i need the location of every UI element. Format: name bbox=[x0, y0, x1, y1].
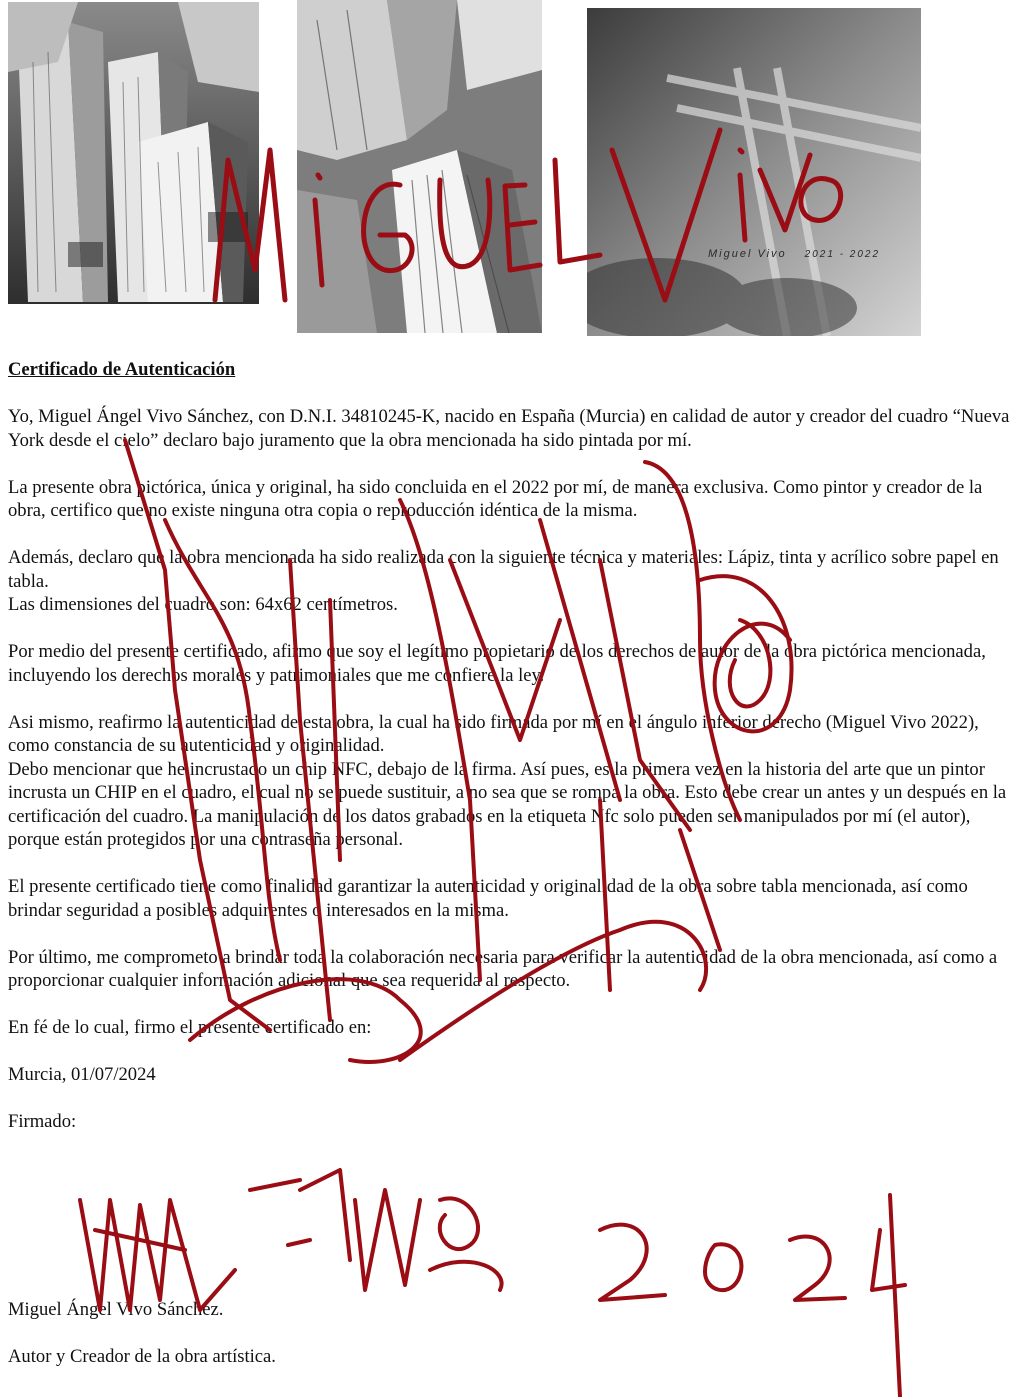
paragraph-dimensions: Las dimensiones del cuadro son: 64x62 centímetros. bbox=[8, 594, 398, 615]
paragraph-collaboration: Por último, me comprometo a brindar toda la colaboración necesaria para verificar la autenticidad de la obra mencionada, así como a proporcionar cualquier información adicional que sea requerida al respecto. bbox=[8, 946, 998, 991]
painting-signature: Miguel Vivo 2021 - 2022 bbox=[708, 248, 881, 260]
artwork-photo-skyscrapers-1 bbox=[8, 2, 259, 304]
certificate-document bbox=[8, 358, 1012, 1368]
artwork-photo-skyscrapers-2 bbox=[297, 0, 542, 333]
signer-role: Autor y Creador de la obra artística. bbox=[8, 1345, 276, 1367]
signed-label: Firmado: bbox=[8, 1111, 77, 1132]
paragraph-closing: En fé de lo cual, firmo el presente certificado en: bbox=[8, 1017, 372, 1038]
certificate-title: Certificado de Autenticación bbox=[8, 359, 236, 380]
place-date: Murcia, 01/07/2024 bbox=[8, 1064, 156, 1085]
paragraph-signature-location: Asi mismo, reafirmo la autenticidad de esta obra, la cual ha sido firmada por mí en el ángulo inferior derecho (Miguel Vivo 2022), como constancia de su autenticidad y originalidad. bbox=[8, 711, 979, 756]
paragraph-originality: La presente obra pictórica, única y original, ha sido concluida en el 2022 por mí, de manera exclusiva. Como pintor y creador de la obra, certifico que no existe ninguna otra copia o reproducción idéntica de la misma. bbox=[8, 476, 983, 521]
paragraph-declaration: Yo, Miguel Ángel Vivo Sánchez, con D.N.I. 34810245-K, nacido en España (Murcia) en calidad de autor y creador del cuadro “Nueva York desde el cielo” declaro bajo juramento que la obra mencionada ha sido pintada por mí. bbox=[8, 406, 1010, 451]
signer-name: Miguel Ángel Vivo Sánchez. bbox=[8, 1298, 224, 1320]
paragraph-copyright: Por medio del presente certificado, afirmo que soy el legítimo propietario de los derechos de autor de la obra pictórica mencionada, incluyendo los derechos morales y patrimoniales que me confiere la ley. bbox=[8, 641, 986, 686]
paragraph-nfc-chip: Debo mencionar que he incrustado un chip NFC, debajo de la firma. Así pues, es la primera vez en la historia del arte que un pintor incrusta un CHIP en el cuadro, el cual no se puede sustituir, a no sea que se rompa la obra. Esto debe crear un antes y un después en la certificación del cuadro. La manipulación de los datos grabados en la etiqueta Nfc solo pueden ser manipulados por mí (el autor), porque están protegidos por una contraseña personal. bbox=[8, 758, 1007, 850]
artwork-photo-sky-detail bbox=[587, 8, 921, 336]
paragraph-purpose: El presente certificado tiene como finalidad garantizar la autenticidad y originalidad de la obra sobre tabla mencionada, así como brindar seguridad a posibles adquirentes o interesados en la misma. bbox=[8, 876, 968, 921]
paragraph-technique: Además, declaro que la obra mencionada ha sido realizada con la siguiente técnica y materiales: Lápiz, tinta y acrílico sobre papel en tabla. bbox=[8, 547, 999, 592]
artwork-photo-row bbox=[0, 0, 1024, 340]
